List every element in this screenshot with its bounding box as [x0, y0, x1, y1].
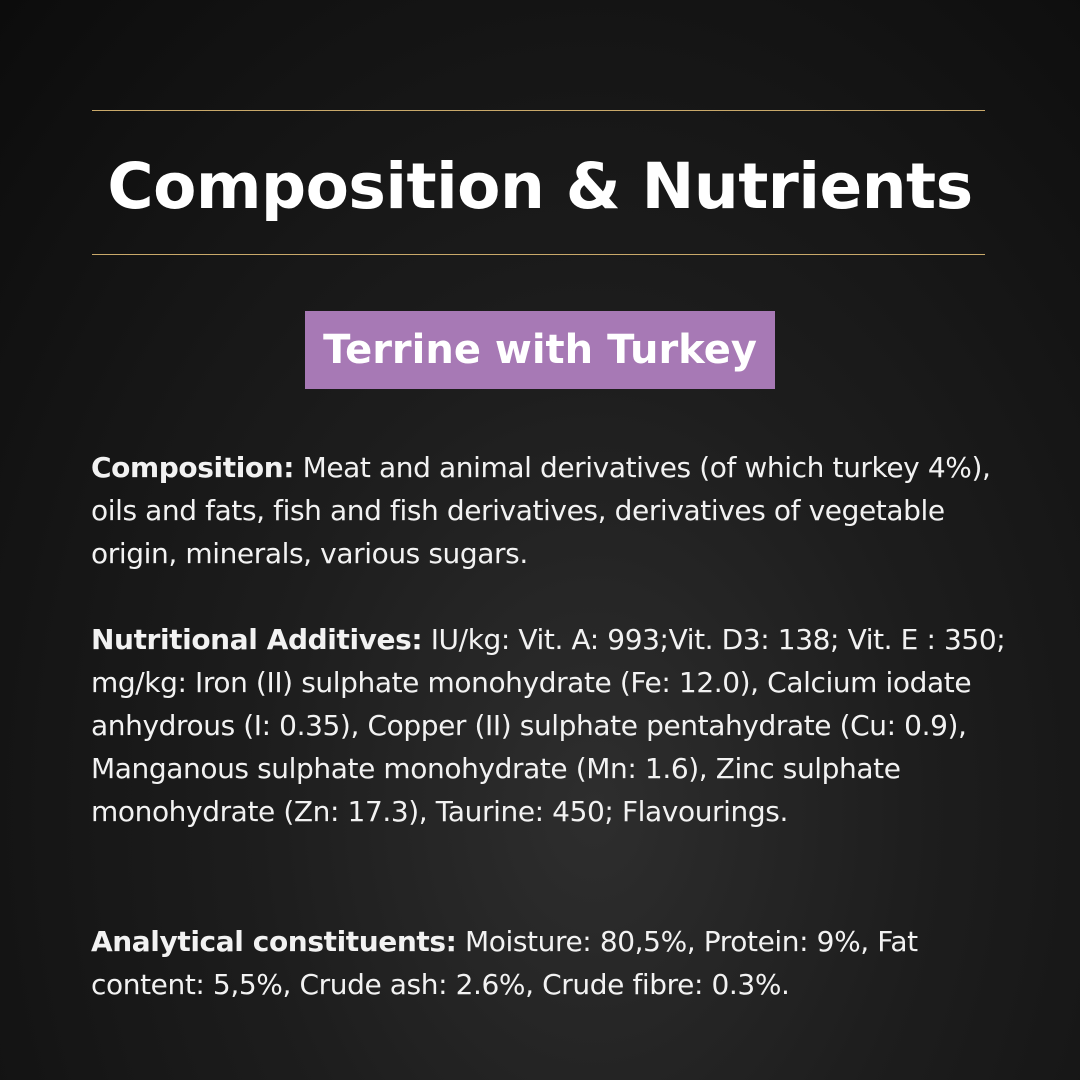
- top-divider: [92, 110, 985, 111]
- analytical-text: Moisture: 80,5%, Protein: 9%, Fat content: 5,5%, Crude ash: 2.6%, Crude fibre: 0.3%.: [91, 925, 918, 1001]
- analytical-label: Analytical constituents:: [91, 925, 457, 958]
- composition-paragraph: [91, 446, 1011, 575]
- analytical-paragraph: [91, 920, 1011, 1006]
- page-title: Composition & Nutrients: [107, 150, 973, 223]
- variant-badge-container: [0, 311, 1080, 389]
- additives-paragraph: [91, 618, 1011, 833]
- composition-text: Meat and animal derivatives (of which turkey 4%), oils and fats, fish and fish derivatives, derivatives of vegetable origin, minerals, various sugars.: [91, 451, 991, 570]
- composition-label: Composition:: [91, 451, 295, 484]
- additives-label: Nutritional Additives:: [91, 623, 423, 656]
- bottom-divider: [92, 254, 985, 255]
- variant-badge: Terrine with Turkey: [305, 311, 775, 389]
- additives-text: IU/kg: Vit. A: 993;Vit. D3: 138; Vit. E : 350; mg/kg: Iron (II) sulphate monohydrate (Fe: 12.0), Calcium iodate anhydrous (I: 0.35), Copper (II) sulphate pentahydrate (Cu: 0.9), Manganous sulphate monohydrate (Mn: 1.6), Zinc sulphate monohydrate (Zn: 17.3), Taurine: 450; Flavourings.: [91, 623, 1006, 828]
